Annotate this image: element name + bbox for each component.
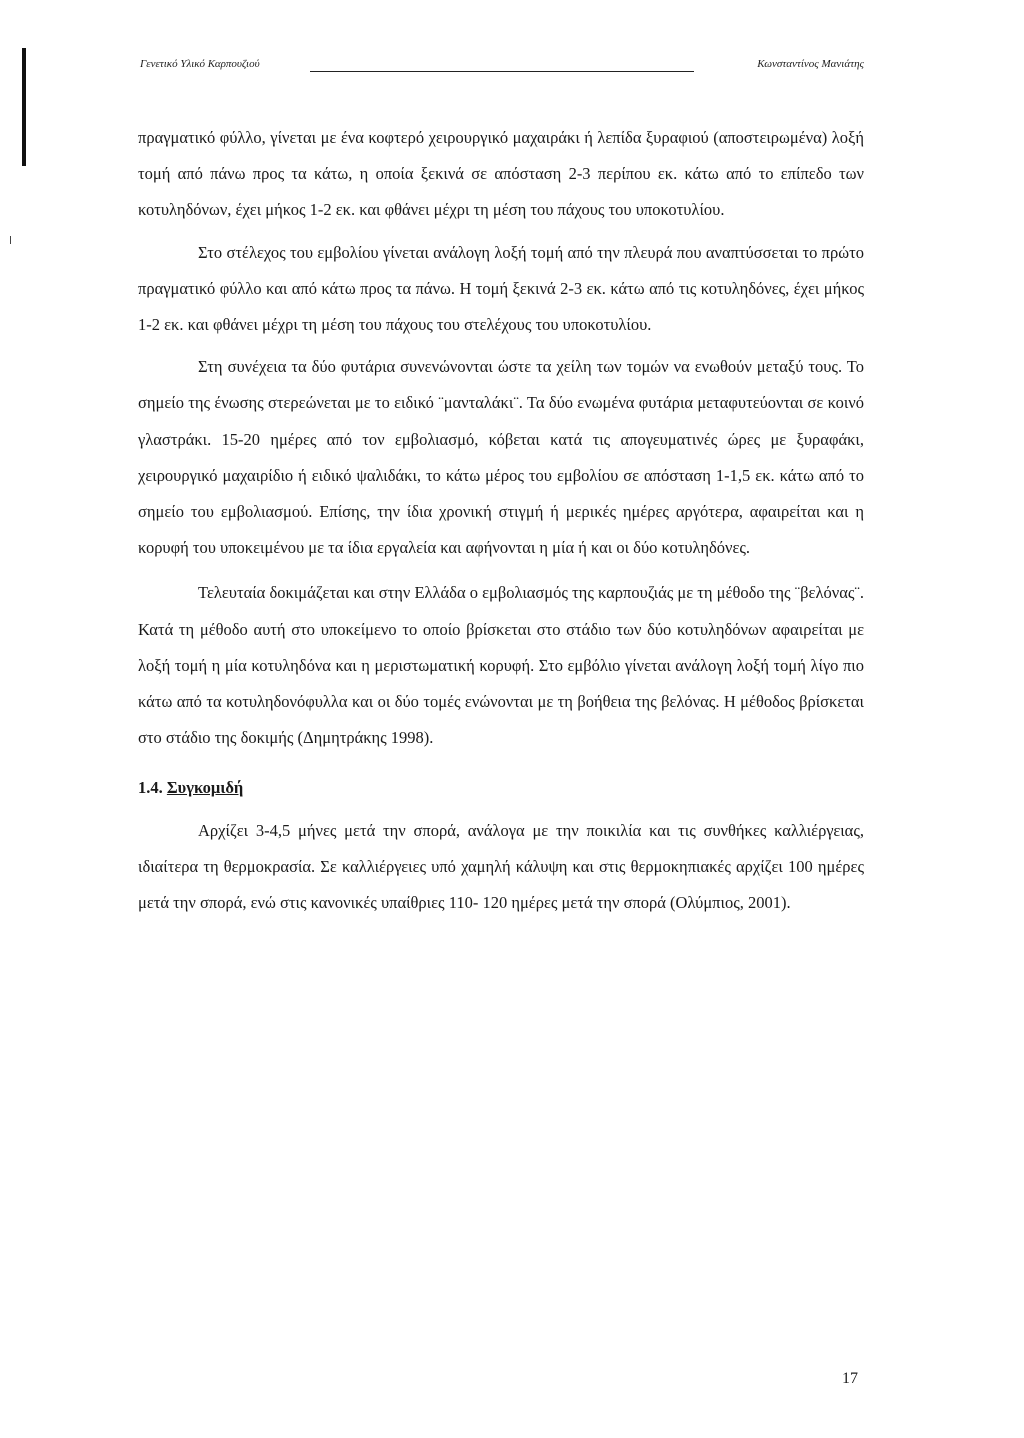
document-body [138,120,864,921]
section-heading [138,770,864,806]
header-rule [310,71,694,72]
paragraph-4: Τελευταία δοκιμάζεται και στην Ελλάδα ο εμβολιασμός της καρπουζιάς με τη μέθοδο της ¨βελόνας¨. Κατά τη μέθοδο αυτή στο υποκείμενο το οποίο βρίσκεται στο στάδιο των δύο κοτυληδόνων αφαιρείται με λοξή τομή η μία κοτυληδόνα και η μεριστωματική κορυφή. Στο εμβόλιο γίνεται ανάλογη λοξή τομή λίγο πιο κάτω από τα κοτυληδονόφυλλα και οι δύο τομές ενώνονται με τη βοήθεια της βελόνας. Η μέθοδος βρίσκεται στο στάδιο της δοκιμής (Δημητράκης 1998). [138,583,864,748]
paragraph-2: Στο στέλεχος του εμβολίου γίνεται ανάλογη λοξή τομή από την πλευρά που αναπτύσσεται το πρώτο πραγματικό φύλλο και από κάτω προς τα πάνω. Η τομή ξεκινά 2-3 εκ. κάτω από τις κοτυληδόνες, έχει μήκος 1-2 εκ. και φθάνει μέχρι τη μέση του πάχους του στελέχους του υποκοτυλίου. [138,242,864,335]
scan-margin-mark [10,236,11,244]
page-number: 17 [842,1370,858,1387]
paragraph-1: πραγματικό φύλλο, γίνεται με ένα κοφτερό χειρουργικό μαχαιράκι ή λεπίδα ξυραφιού (αποστειρωμένα) λοξή τομή από πάνω προς τα κάτω, η οποία ξεκινά σε απόσταση 2-3 περίπου εκ. κάτω από το επίπεδο των κοτυληδόνων, έχει μήκος 1-2 εκ. και φθάνει μέχρι τη μέση του πάχους του υποκοτυλίου. [138,128,864,220]
section-title: Συγκομιδή [166,778,244,798]
header-right-author: Κωνσταντίνος Μανιάτης [757,58,864,70]
section-number: 1.4. [138,778,163,798]
scan-margin-bar [22,48,26,166]
section-paragraph: Αρχίζει 3-4,5 μήνες μετά την σπορά, ανάλογα με την ποικιλία και τις συνθήκες καλλιέργειας, ιδιαίτερα τη θερμοκρασία. Σε καλλιέργειες υπό χαμηλή κάλυψη και στις θερμοκηπιακές αρχίζει 100 ημέρες μετά την σπορά, ενώ στις κανονικές υπαίθριες 110- 120 ημέρες μετά την σπορά (Ολύμπιος, 2001). [138,820,864,913]
paragraph-3: Στη συνέχεια τα δύο φυτάρια συνενώνονται ώστε τα χείλη των τομών να ενωθούν μεταξύ τους. Το σημείο της ένωσης στερεώνεται με το ειδικό ¨μανταλάκι¨. Τα δύο ενωμένα φυτάρια μεταφυτεύονται σε κοινό γλαστράκι. 15-20 ημέρες από τον εμβολιασμό, κόβεται κατά τις απογευματινές ώρες με ξυραφάκι, χειρουργικό μαχαιρίδιο ή ειδικό ψαλιδάκι, το κάτω μέρος του εμβολίου σε απόσταση 1-1,5 εκ. κάτω από το σημείο του εμβολιασμού. Επίσης, την ίδια χρονική στιγμή ή μερικές ημέρες αργότερα, αφαιρείται και η κορυφή του υποκειμένου με τα ίδια εργαλεία και αφήνονται η μία ή και οι δύο κοτυληδόνες. [138,357,864,558]
header-left-title: Γενετικό Υλικό Καρπουζιού [140,58,260,70]
running-header [140,58,864,76]
